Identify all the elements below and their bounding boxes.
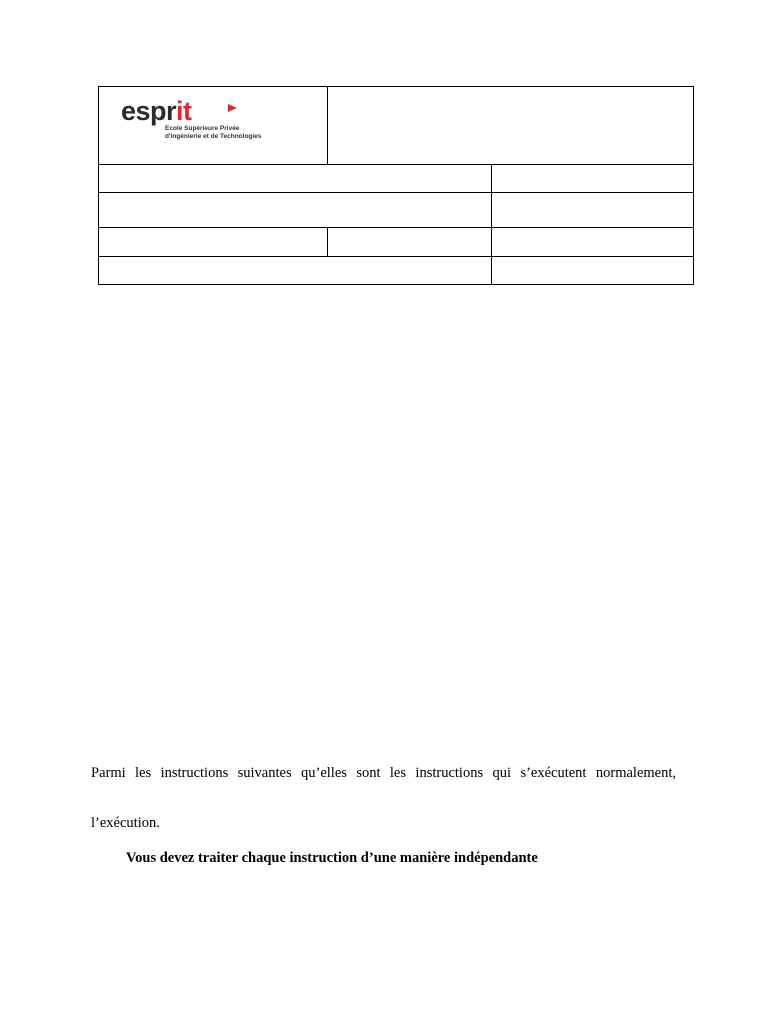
header-cell-3b — [492, 193, 694, 228]
header-cell-4b — [328, 228, 492, 256]
question-paragraph: Parmi les instructions suivantes qu’elles sont les instructions qui s’exécutent normalement, — [91, 765, 676, 781]
header-cell-5b — [492, 256, 694, 284]
header-row-3 — [99, 193, 694, 228]
header-cell-3a — [99, 193, 492, 228]
logo-flag-icon — [228, 104, 237, 112]
header-cell-5a — [99, 256, 492, 284]
question-paragraph-continuation: l’exécution. — [91, 815, 160, 831]
header-cell-4c — [492, 228, 694, 256]
header-row-logo — [99, 87, 694, 165]
header-cell-2a — [99, 164, 492, 192]
instruction-note: Vous devez traiter chaque instruction d’une manière indépendante — [126, 850, 538, 866]
header-cell-2b — [492, 164, 694, 192]
logo-cell — [99, 87, 328, 165]
title-cell — [328, 87, 694, 165]
logo-subtitle-line1: Ecole Supérieure Privée — [165, 125, 240, 132]
logo-subtitle — [165, 125, 261, 141]
header-row-2 — [99, 164, 694, 192]
header-row-5 — [99, 256, 694, 284]
logo-wordmark — [121, 98, 192, 125]
logo-word-main: espr — [121, 96, 177, 126]
logo-word-accent: it — [176, 96, 192, 126]
esprit-logo — [121, 96, 281, 158]
header-row-4 — [99, 228, 694, 256]
logo-subtitle-line2: d'Ingénierie et de Technologies — [165, 133, 262, 140]
exam-header-table — [98, 86, 694, 285]
header-cell-4a — [99, 228, 328, 256]
